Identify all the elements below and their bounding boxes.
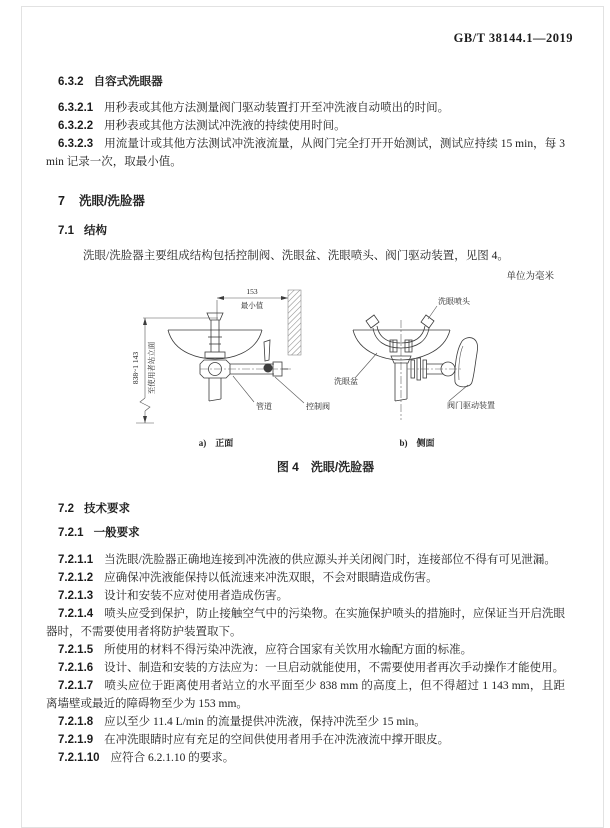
dim-height-note: 至使用者站立面 xyxy=(147,341,156,395)
valve-body xyxy=(264,364,273,373)
clause-number: 6.3.2.3 xyxy=(58,138,94,150)
wall-section-hatch xyxy=(288,290,301,355)
spray-heads-side xyxy=(366,315,434,352)
caption-a: a) 正面 xyxy=(198,438,234,448)
clause-number: 7.2.1.5 xyxy=(58,644,94,656)
label-control-valve: 控制阀 xyxy=(306,402,330,411)
clause-7214 xyxy=(46,605,565,641)
clause-text: 当洗眼/洗脸器正确地连接到冲洗液的供应源头并关闭阀门时，连接部位不得有可见泄漏。 xyxy=(104,554,556,566)
clause-text: 喷头应位于距离使用者站立的水平面至少 838 mm 的高度上，但不得超过 1 143 mm，且距离墙壁或最近的障碍物至少为 153 mm。 xyxy=(46,680,565,710)
clause-text: 用流量计或其他方法测试冲洗液流量，从阀门完全打开开始测试，测试应持续 15 min，每 3 min 记录一次，取最小值。 xyxy=(46,138,565,168)
clause-text: 应以至少 11.4 L/min 的流量提供冲洗液，保持冲洗至少 15 min。 xyxy=(104,716,426,728)
clause-7212 xyxy=(46,569,565,587)
heading-title: 自容式洗眼器 xyxy=(93,76,163,88)
clause-text: 用秒表或其他方法测量阀门驱动装置打开至冲洗液自动喷出的时间。 xyxy=(104,102,450,114)
heading-title: 结构 xyxy=(84,225,107,237)
dim-153-note: 最小值 xyxy=(240,301,264,310)
heading-7-2 xyxy=(58,500,130,516)
stem-front xyxy=(205,330,225,358)
clause-number: 7.2.1.4 xyxy=(58,608,94,620)
label-valve-actuator: 阀门驱动装置 xyxy=(447,401,495,410)
clauses-6-3-2 xyxy=(46,99,565,171)
dimension-153 xyxy=(217,287,288,320)
clause-number: 7.2.1.7 xyxy=(58,680,94,692)
heading-7-2-1 xyxy=(58,524,140,540)
dimension-height xyxy=(131,318,218,423)
doc-number-header: GB/T 38144.1—2019 xyxy=(453,31,573,45)
heading-number: 7 xyxy=(58,194,65,208)
label-basin: 洗眼盆 xyxy=(334,377,358,386)
dim-153-value: 153 xyxy=(246,287,258,296)
clause-number: 7.2.1.9 xyxy=(58,734,94,746)
clause-6321 xyxy=(46,99,565,117)
clause-number: 7.2.1.6 xyxy=(58,662,94,674)
clause-7217 xyxy=(46,677,565,713)
clause-text: 应确保冲洗液能保持以低流速来冲洗双眼，不会对眼睛造成伤害。 xyxy=(104,572,438,584)
figure-4-drawing xyxy=(55,280,515,463)
heading-title: 技术要求 xyxy=(84,503,130,515)
clause-7216 xyxy=(46,659,565,677)
heading-6-3-2 xyxy=(58,73,163,89)
label-pipe: 管道 xyxy=(256,402,272,411)
para-7-1-intro: 洗眼/洗脸器主要组成结构包括控制阀、洗眼盆、洗眼喷头、阀门驱动装置，见图 4。 xyxy=(83,250,509,262)
clause-text: 在冲洗眼睛时应有充足的空间供使用者用手在冲洗液流中撑开眼皮。 xyxy=(104,734,450,746)
clause-6323 xyxy=(46,135,565,171)
heading-7 xyxy=(58,191,145,209)
clause-6322 xyxy=(46,117,565,135)
clause-7218 xyxy=(46,713,565,731)
diagram-a-front-view xyxy=(131,287,330,448)
heading-number: 7.1 xyxy=(58,225,74,237)
label-spray-head: 洗眼喷头 xyxy=(438,297,470,306)
heading-number: 7.2 xyxy=(58,503,74,515)
clause-text: 应符合 6.2.1.10 的要求。 xyxy=(110,752,235,764)
clause-number: 6.3.2.1 xyxy=(58,102,94,114)
diagram-b-side-view xyxy=(334,296,495,448)
clause-number: 7.2.1.10 xyxy=(58,752,100,764)
eyewash-diagram-svg xyxy=(55,280,515,458)
clause-text: 设计和安装不应对使用者造成伤害。 xyxy=(104,590,289,602)
clause-number: 7.2.1.8 xyxy=(58,716,94,728)
heading-title: 一般要求 xyxy=(93,527,140,539)
clause-text: 喷头应受到保护，防止接触空气中的污染物。在实施保护喷头的措施时，应保证当开启洗眼器时，不需要使用者将防护装置取下。 xyxy=(46,608,565,638)
dim-height-value: 838~1 143 xyxy=(131,351,140,385)
labels-front xyxy=(199,376,330,448)
valve-actuator-pedal xyxy=(455,338,478,387)
clause-7213 xyxy=(46,587,565,605)
figure-4-caption: 图 4 洗眼/洗脸器 xyxy=(276,460,375,474)
clause-7219 xyxy=(46,731,565,749)
clause-7215 xyxy=(46,641,565,659)
basin-front xyxy=(168,330,262,359)
clause-number: 6.3.2.2 xyxy=(58,120,94,132)
clause-text: 用秒表或其他方法测试冲洗液的持续使用时间。 xyxy=(104,120,346,132)
heading-7-1 xyxy=(58,222,107,238)
heading-number: 6.3.2 xyxy=(58,76,84,88)
clauses-7-2-1 xyxy=(46,551,565,767)
pipe-assembly-side xyxy=(391,356,463,401)
clause-number: 7.2.1.2 xyxy=(58,572,94,584)
clause-number: 7.2.1.3 xyxy=(58,590,94,602)
clause-text: 设计、制造和安装的方法应为：一旦启动就能使用，不需要使用者再次手动操作才能使用。 xyxy=(104,662,565,674)
clause-text: 所使用的材料不得污染冲洗液，应符合国家有关饮用水输配方面的标准。 xyxy=(104,644,473,656)
basin-side xyxy=(353,330,450,360)
caption-b: b) 侧面 xyxy=(399,438,435,448)
heading-title: 洗眼/洗脸器 xyxy=(78,194,145,208)
clause-72110 xyxy=(46,749,565,767)
valve-lever xyxy=(264,340,270,361)
spray-head-front xyxy=(207,313,223,330)
clause-7211 xyxy=(46,551,565,569)
unit-note: 单位为毫米 xyxy=(506,272,554,282)
heading-number: 7.2.1 xyxy=(58,527,84,539)
clause-number: 7.2.1.1 xyxy=(58,554,94,566)
